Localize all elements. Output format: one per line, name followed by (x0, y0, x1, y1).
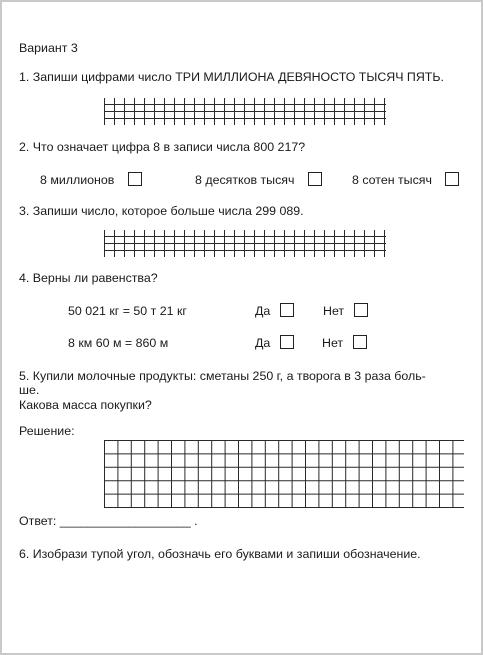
option-tens-of-thousands: 8 десятков тысяч (195, 173, 295, 187)
option-hundreds-of-thousands: 8 сотен тысяч (352, 173, 432, 187)
checkbox-yes-2[interactable] (280, 335, 294, 349)
checkbox-yes-1[interactable] (280, 303, 294, 317)
task-5-line-2: ше. (19, 383, 40, 397)
answer-label: Ответ: ___________________ . (19, 514, 198, 528)
equation-2: 8 км 60 м = 860 м (68, 336, 169, 350)
task-5-question: Какова масса покупки? (19, 398, 152, 412)
task-4-text: 4. Верны ли равенства? (19, 271, 158, 285)
variant-title: Вариант 3 (19, 41, 78, 55)
checkbox-no-1[interactable] (354, 303, 368, 317)
task-5-line-1: 5. Купили молочные продукты: сметаны 250 г, а творога в 3 раза боль- (19, 369, 426, 383)
solution-grid[interactable] (104, 440, 464, 508)
checkbox-hundreds-of-thousands[interactable] (445, 172, 459, 186)
task-3-text: 3. Запиши число, которое больше числа 299 089. (19, 204, 304, 218)
no-label-2: Нет (322, 336, 344, 350)
checkbox-millions[interactable] (128, 172, 142, 186)
checkbox-no-2[interactable] (353, 335, 367, 349)
yes-label-2: Да (255, 336, 271, 350)
task-6-text: 6. Изобрази тупой угол, обозначь его буквами и запиши обозначение. (19, 547, 421, 561)
answer-cells-task-3[interactable] (104, 230, 386, 257)
answer-cells-task-1[interactable] (104, 98, 386, 125)
solution-label: Решение: (19, 424, 75, 438)
task-2-text: 2. Что означает цифра 8 в записи числа 800 217? (19, 140, 306, 154)
task-1-text: 1. Запиши цифрами число ТРИ МИЛЛИОНА ДЕВЯНОСТО ТЫСЯЧ ПЯТЬ. (19, 70, 444, 84)
equation-1: 50 021 кг = 50 т 21 кг (68, 304, 187, 318)
no-label-1: Нет (323, 304, 345, 318)
option-millions: 8 миллионов (40, 173, 115, 187)
yes-label-1: Да (255, 304, 271, 318)
checkbox-tens-of-thousands[interactable] (308, 172, 322, 186)
